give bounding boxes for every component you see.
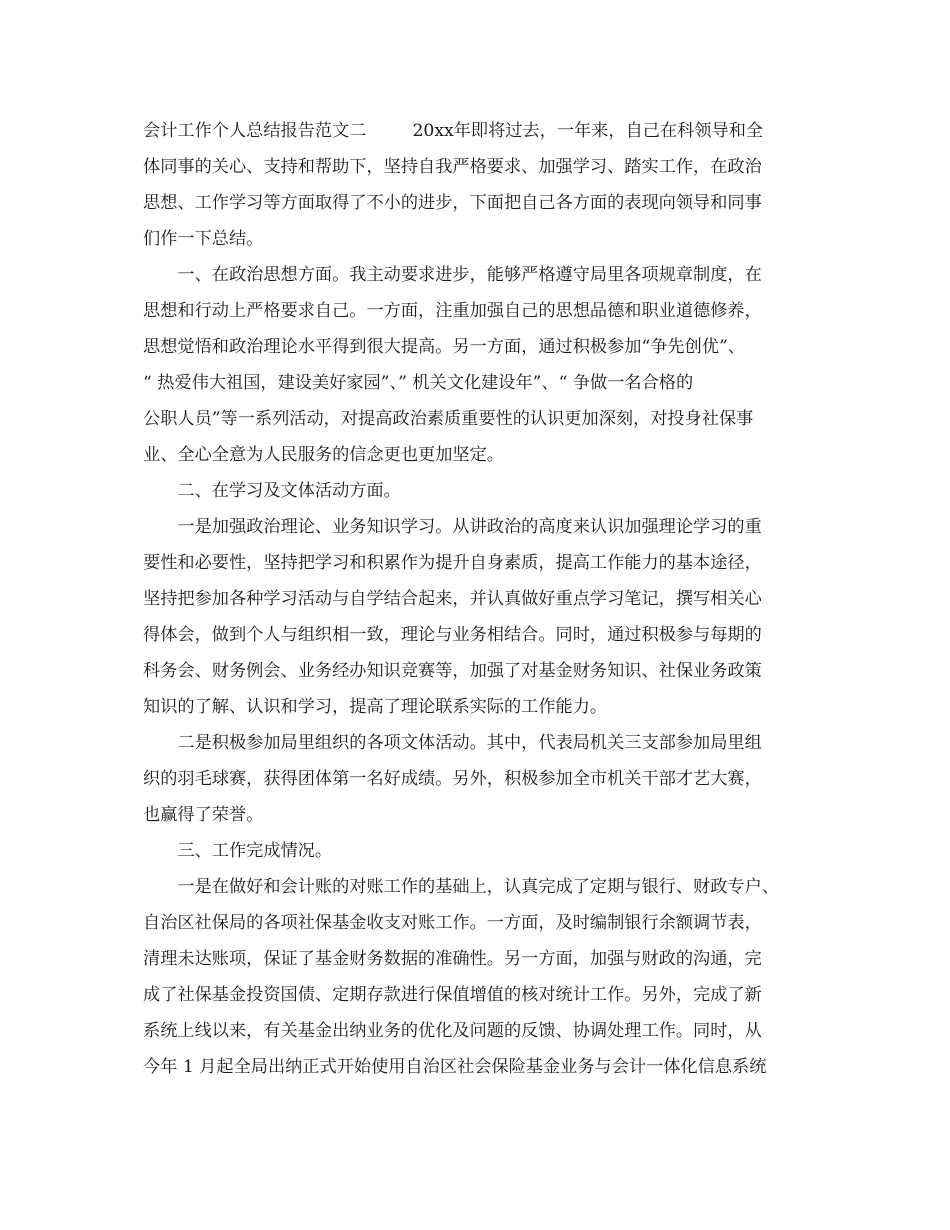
document-line: 思想觉悟和政治理论水平得到很大提高。另一方面，通过积极参加“争先创优”、 bbox=[143, 337, 745, 357]
document-line: 今年 1 月起全局出纳正式开始使用自治区社会保险基金业务与会计一体化信息系统 bbox=[143, 1057, 767, 1077]
document-line: “ 热爱伟大祖国，建设美好家园”、” 机关文化建设年”、“ 争做一名合格的 bbox=[143, 373, 694, 393]
document-line: 得体会，做到个人与组织相一致，理论与业务相结合。同时，通过积极参与每期的 bbox=[143, 625, 762, 645]
document-line: 二、在学习及文体活动方面。 bbox=[143, 481, 401, 501]
document-line-text: 20xx年即将过去，一年来，自己在科领导和全 bbox=[412, 121, 764, 141]
document-line: 一是在做好和会计账的对账工作的基础上，认真完成了定期与银行、财政专户、 bbox=[143, 877, 779, 897]
document-line: 三、工作完成情况。 bbox=[143, 841, 333, 861]
document-line: 系统上线以来，有关基金出纳业务的优化及问题的反馈、协调处理工作。同时，从 bbox=[143, 1021, 762, 1041]
document-line: 坚持把参加各种学习活动与自学结合起来，并认真做好重点学习笔记，撰写相关心 bbox=[143, 589, 762, 609]
document-line: 们作一下总结。 bbox=[143, 229, 264, 249]
document-line: 科务会、财务例会、业务经办知识竞赛等，加强了对基金财务知识、社保业务政策 bbox=[143, 661, 762, 681]
document-line: 也赢得了荣誉。 bbox=[143, 805, 264, 825]
document-line: 知识的了解、认识和学习，提高了理论联系实际的工作能力。 bbox=[143, 697, 608, 717]
document-line bbox=[143, 119, 763, 143]
document-line: 体同事的关心、支持和帮助下，坚持自我严格要求、加强学习、踏实工作，在政治 bbox=[143, 157, 762, 177]
document-line: 自治区社保局的各项社保基金收支对账工作。一方面，及时编制银行余额调节表， bbox=[143, 913, 762, 933]
document-line: 一是加强政治理论、业务知识学习。从讲政治的高度来认识加强理论学习的重 bbox=[143, 517, 762, 537]
document-title: 会计工作个人总结报告范文二 bbox=[143, 121, 367, 141]
document-line: 思想、工作学习等方面取得了不小的进步，下面把自己各方面的表现向领导和同事 bbox=[143, 193, 762, 213]
document-line: 织的羽毛球赛，获得团体第一名好成绩。另外，积极参加全市机关干部才艺大赛， bbox=[143, 769, 762, 789]
document-line: 思想和行动上严格要求自己。一方面，注重加强自己的思想品德和职业道德修养， bbox=[143, 301, 762, 321]
document-line: 要性和必要性，坚持把学习和积累作为提升自身素质，提高工作能力的基本途径， bbox=[143, 553, 762, 573]
document-line: 清理未达账项，保证了基金财务数据的准确性。另一方面，加强与财政的沟通，完 bbox=[143, 949, 762, 969]
document-line: 成了社保基金投资国债、定期存款进行保值增值的核对统计工作。另外，完成了新 bbox=[143, 985, 762, 1005]
document-line: 业、全心全意为人民服务的信念更也更加坚定。 bbox=[143, 445, 504, 465]
document-line: 公职人员”等一系列活动，对提高政治素质重要性的认识更加深刻，对投身社保事 bbox=[143, 409, 754, 429]
document-line: 一、在政治思想方面。我主动要求进步，能够严格遵守局里各项规章制度，在 bbox=[143, 265, 762, 285]
document-line: 二是积极参加局里组织的各项文体活动。其中，代表局机关三支部参加局里组 bbox=[143, 733, 762, 753]
